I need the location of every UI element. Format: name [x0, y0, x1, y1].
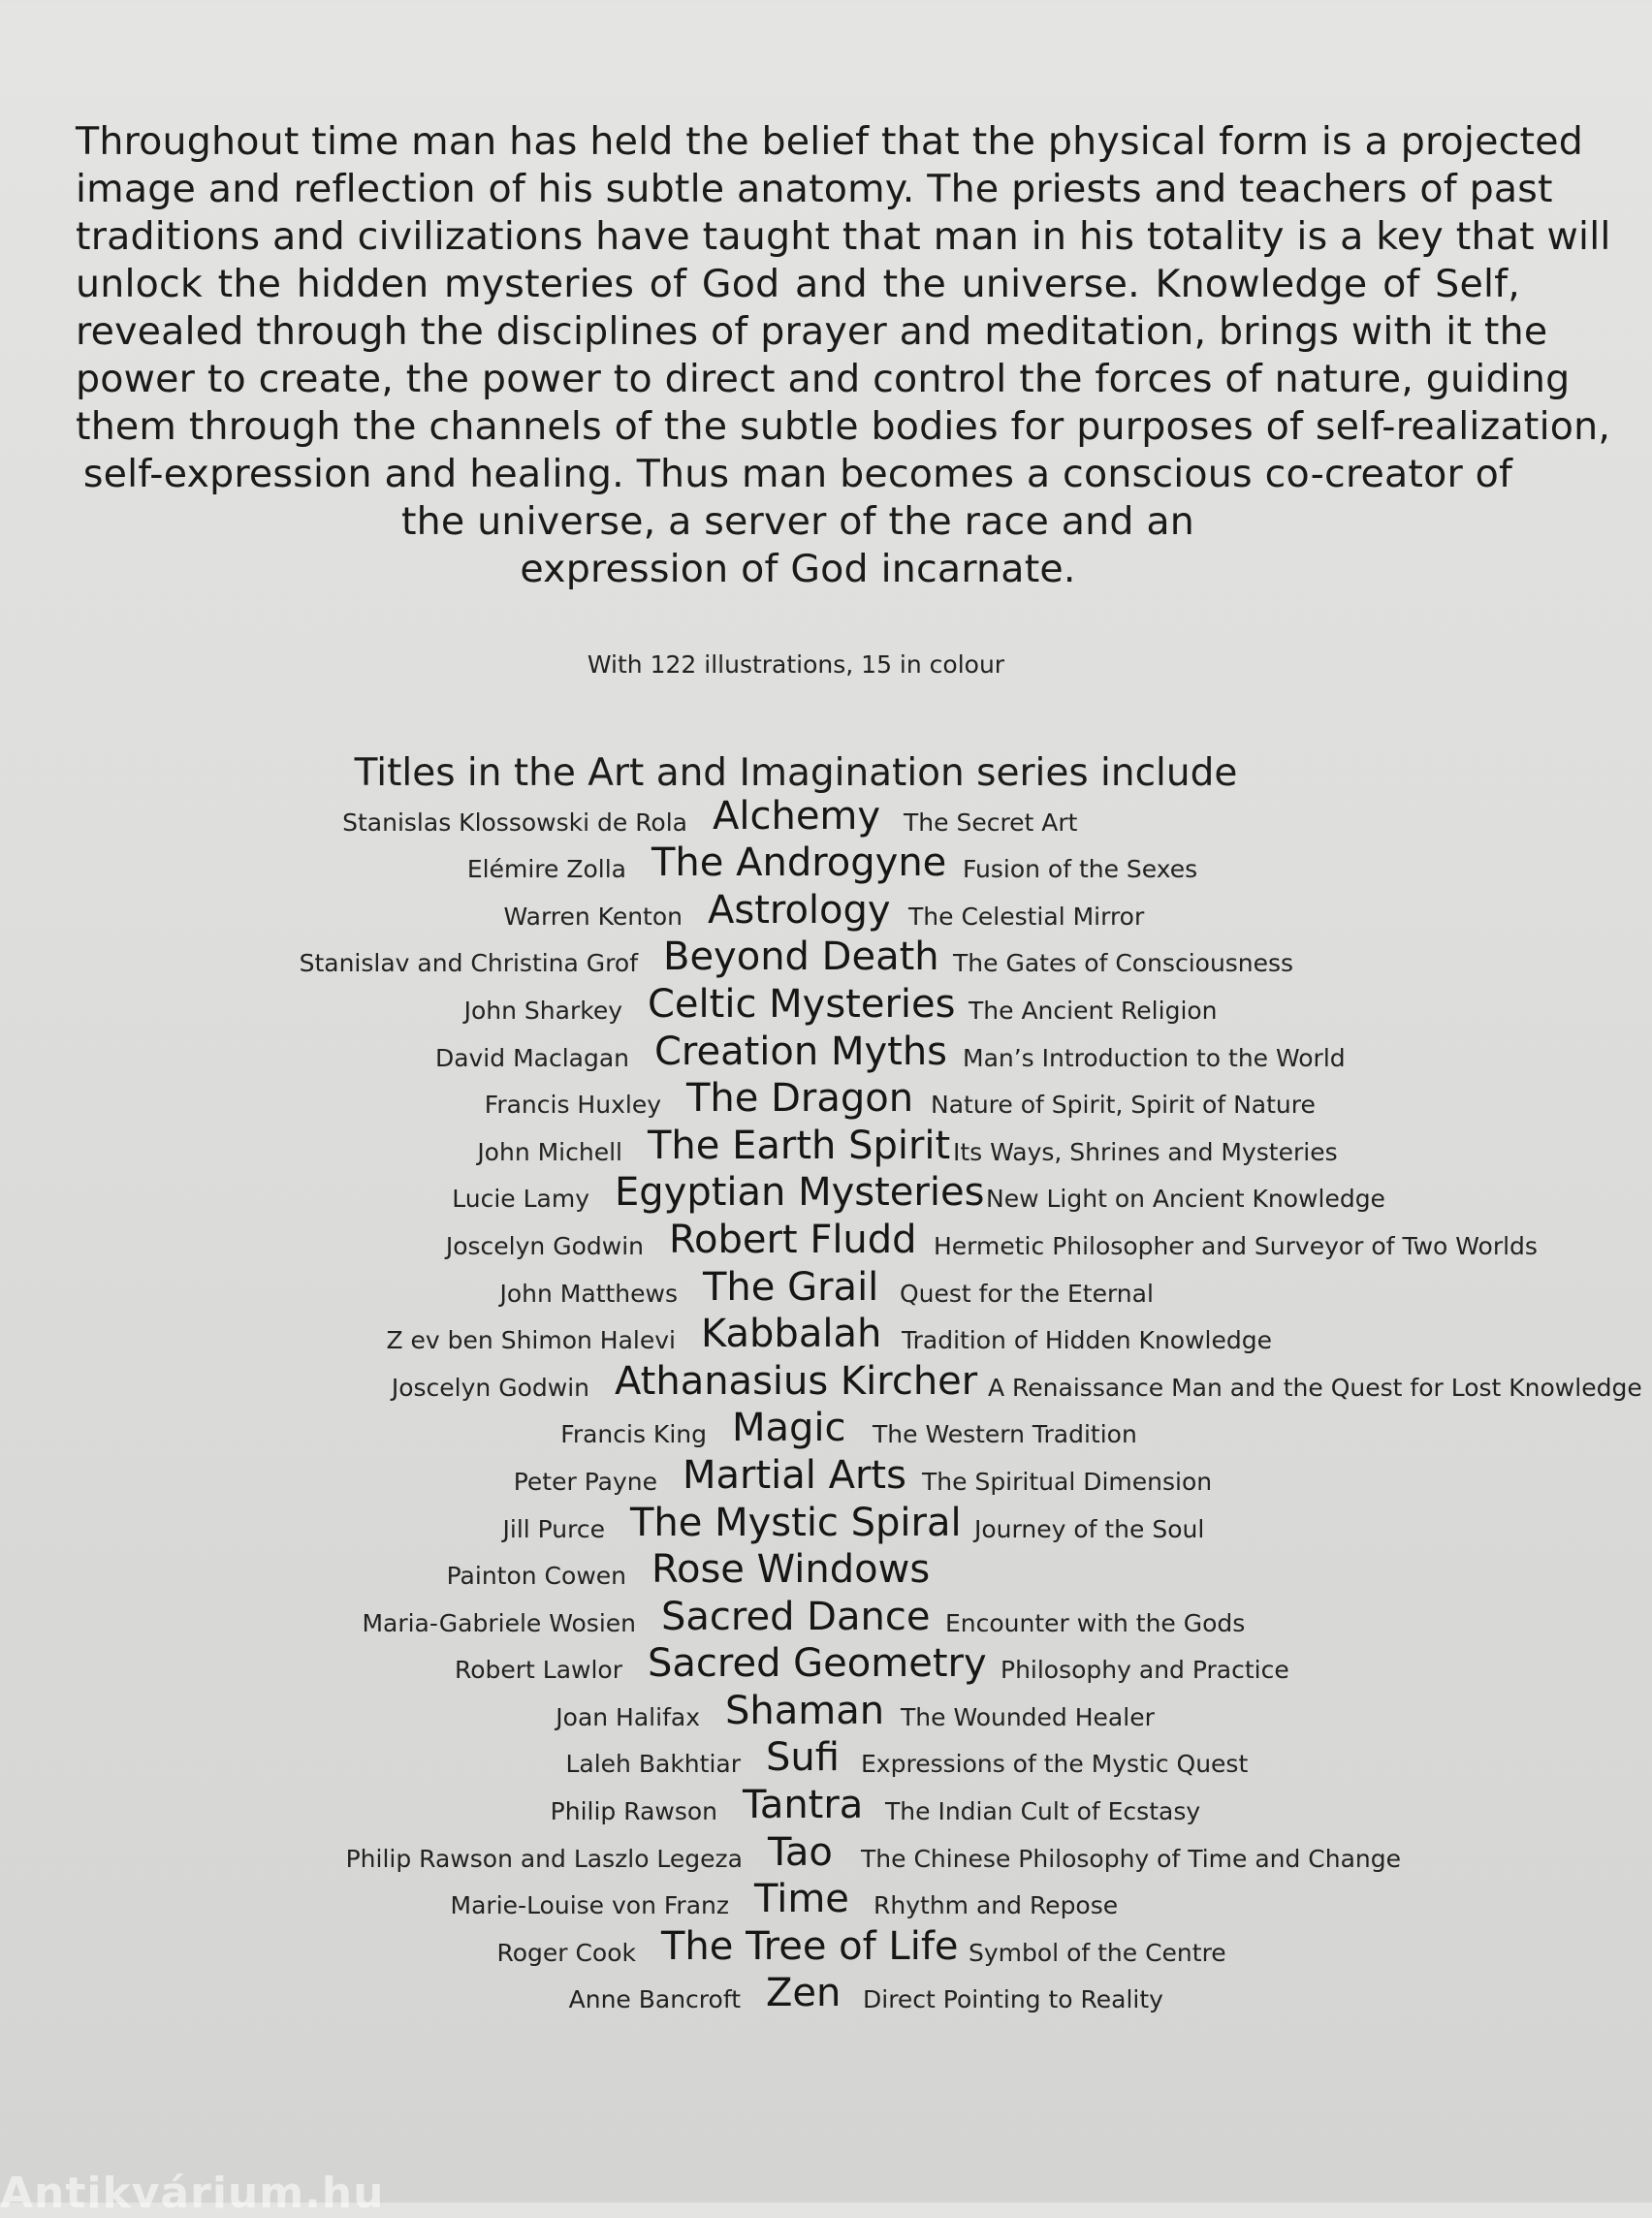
series-title-list	[0, 793, 1652, 2021]
series-entry	[0, 1923, 1652, 1975]
entry-title: Athanasius Kircher	[615, 1358, 978, 1404]
blurb-line: revealed through the disciplines of prayer and meditation, brings with it the	[76, 309, 1548, 354]
entry-title: Kabbalah	[701, 1312, 882, 1357]
entry-author: Joscelyn Godwin	[445, 1231, 644, 1260]
illustrations-note: With 122 illustrations, 15 in colour	[587, 650, 1005, 679]
series-entry	[0, 981, 1652, 1032]
blurb-line: the universe, a server of the race and an	[400, 499, 1195, 544]
series-entry	[0, 1312, 1652, 1363]
entry-subtitle: Philosophy and Practice	[1001, 1656, 1289, 1685]
series-entry	[0, 1452, 1652, 1504]
entry-subtitle: Fusion of the Sexes	[963, 855, 1198, 884]
entry-author: Lucie Lamy	[452, 1185, 589, 1214]
entry-subtitle: Expressions of the Mystic Quest	[861, 1750, 1249, 1779]
entry-author: Z ev ben Shimon Halevi	[386, 1326, 676, 1355]
watermark: Antikvárium.hu	[0, 2169, 385, 2218]
entry-author: Anne Bancroft	[568, 1985, 741, 2014]
entry-subtitle: Journey of the Soul	[974, 1514, 1205, 1543]
entry-author: Francis Huxley	[484, 1091, 661, 1120]
entry-author: Stanislas Klossowski de Rola	[342, 808, 687, 837]
series-entry	[0, 1170, 1652, 1221]
entry-subtitle: Nature of Spirit, Spirit of Nature	[931, 1091, 1316, 1120]
entry-subtitle: The Ancient Religion	[969, 996, 1218, 1025]
entry-author: John Matthews	[499, 1279, 678, 1308]
blurb-line: self-expression and healing. Thus man becomes a conscious co-creator of	[82, 452, 1513, 496]
blurb-line: traditions and civilizations have taught that man in his totality is a key that will	[76, 214, 1611, 259]
entry-subtitle: New Light on Ancient Knowledge	[986, 1185, 1385, 1214]
entry-title: The Tree of Life	[661, 1923, 959, 1969]
series-entry	[0, 887, 1652, 938]
entry-subtitle: The Celestial Mirror	[908, 902, 1145, 931]
series-entry	[0, 1500, 1652, 1551]
entry-subtitle: The Chinese Philosophy of Time and Change	[861, 1844, 1402, 1873]
entry-title: Celtic Mysteries	[648, 981, 956, 1027]
series-entry	[0, 1641, 1652, 1693]
entry-author: Robert Lawlor	[454, 1656, 622, 1685]
entry-author: John Sharkey	[463, 996, 622, 1025]
blurb-line: them through the channels of the subtle bodies for purposes of self-realization,	[76, 404, 1611, 449]
blurb-line: Throughout time man has held the belief that the physical form is a projected	[76, 119, 1583, 164]
series-entry	[0, 793, 1652, 844]
series-entry	[0, 1076, 1652, 1127]
series-entry	[0, 1264, 1652, 1315]
entry-title: Zen	[766, 1971, 842, 2016]
series-entry	[0, 1358, 1652, 1410]
entry-subtitle: Encounter with the Gods	[945, 1608, 1246, 1637]
entry-title: Martial Arts	[683, 1452, 906, 1498]
entry-title: Tao	[768, 1829, 833, 1875]
series-entry	[0, 1783, 1652, 1833]
entry-author: Painton Cowen	[446, 1562, 626, 1591]
entry-author: Marie-Louise von Franz	[450, 1891, 729, 1920]
blurb-line: expression of God incarnate.	[520, 547, 1076, 591]
entry-author: John Michell	[477, 1137, 622, 1166]
entry-author: Maria-Gabriele Wosien	[362, 1608, 636, 1637]
entry-author: Philip Rawson	[550, 1797, 717, 1826]
entry-subtitle: Man’s Introduction to the World	[963, 1043, 1346, 1072]
blurb-line: power to create, the power to direct and control the forces of nature, guiding	[76, 357, 1571, 401]
series-entry	[0, 1688, 1652, 1739]
series-entry	[0, 1547, 1652, 1599]
entry-title: Robert Fludd	[669, 1217, 917, 1262]
entry-title: The Androgyne	[651, 840, 947, 886]
series-entry	[0, 1217, 1652, 1268]
series-entry	[0, 1971, 1652, 2022]
entry-subtitle: The Western Tradition	[873, 1420, 1137, 1449]
entry-author: David Maclagan	[434, 1043, 629, 1072]
entry-title: Sacred Geometry	[648, 1641, 987, 1687]
entry-author: Warren Kenton	[503, 902, 683, 931]
series-entry	[0, 840, 1652, 892]
entry-author: Jill Purce	[502, 1514, 605, 1543]
series-entry	[0, 1594, 1652, 1645]
entry-author: Laleh Bakhtiar	[565, 1750, 741, 1779]
series-entry	[0, 935, 1652, 986]
entry-subtitle: The Wounded Healer	[901, 1702, 1155, 1731]
series-heading: Titles in the Art and Imagination series include	[354, 751, 1238, 795]
entry-title: The Earth Spirit	[648, 1123, 951, 1168]
entry-title: Alchemy	[713, 793, 881, 839]
entry-title: Astrology	[708, 887, 891, 933]
series-entry	[0, 1735, 1652, 1787]
entry-author: Roger Cook	[496, 1938, 636, 1967]
entry-subtitle: Its Ways, Shrines and Mysteries	[953, 1137, 1338, 1166]
blurb-paragraph	[76, 118, 1611, 593]
entry-author: Joscelyn Godwin	[391, 1373, 589, 1402]
entry-title: Shaman	[725, 1688, 885, 1733]
entry-subtitle: The Secret Art	[904, 808, 1078, 837]
entry-title: The Mystic Spiral	[630, 1500, 962, 1545]
series-entry	[0, 1406, 1652, 1457]
entry-subtitle: The Indian Cult of Ecstasy	[885, 1797, 1201, 1826]
entry-title: Creation Myths	[654, 1029, 948, 1074]
series-entry	[0, 1123, 1652, 1174]
entry-author: Joan Halifax	[556, 1702, 700, 1731]
entry-subtitle: A Renaissance Man and the Quest for Lost Knowledge	[988, 1373, 1642, 1402]
entry-title: The Grail	[703, 1264, 879, 1310]
entry-subtitle: The Spiritual Dimension	[922, 1467, 1213, 1496]
entry-subtitle: Hermetic Philosopher and Surveyor of Two Worlds	[934, 1231, 1538, 1260]
entry-author: Elémire Zolla	[466, 855, 626, 884]
entry-title: Time	[754, 1877, 849, 1922]
entry-subtitle: The Gates of Consciousness	[953, 949, 1294, 978]
entry-title: Rose Windows	[651, 1547, 931, 1593]
entry-subtitle: Symbol of the Centre	[969, 1938, 1226, 1967]
entry-title: Magic	[732, 1406, 846, 1451]
series-entry	[0, 1877, 1652, 1928]
entry-author: Philip Rawson and Laszlo Legeza	[345, 1844, 743, 1873]
entry-title: The Dragon	[686, 1076, 914, 1122]
entry-title: Sufi	[766, 1735, 840, 1781]
entry-author: Stanislav and Christina Grof	[299, 949, 638, 978]
entry-subtitle: Tradition of Hidden Knowledge	[902, 1326, 1272, 1355]
blurb-line: image and reflection of his subtle anatomy. The priests and teachers of past	[76, 167, 1553, 211]
series-entry	[0, 1829, 1652, 1881]
entry-subtitle: Direct Pointing to Reality	[863, 1985, 1163, 2014]
entry-subtitle: Rhythm and Repose	[874, 1891, 1119, 1920]
entry-title: Egyptian Mysteries	[615, 1170, 985, 1216]
entry-title: Tantra	[743, 1783, 864, 1828]
blurb-line: unlock the hidden mysteries of God and the universe. Knowledge of Self,	[76, 262, 1520, 306]
series-entry	[0, 1029, 1652, 1080]
entry-title: Beyond Death	[663, 935, 939, 980]
entry-author: Francis King	[560, 1420, 707, 1449]
entry-title: Sacred Dance	[661, 1594, 931, 1639]
entry-subtitle: Quest for the Eternal	[900, 1279, 1154, 1308]
entry-author: Peter Payne	[513, 1467, 657, 1496]
